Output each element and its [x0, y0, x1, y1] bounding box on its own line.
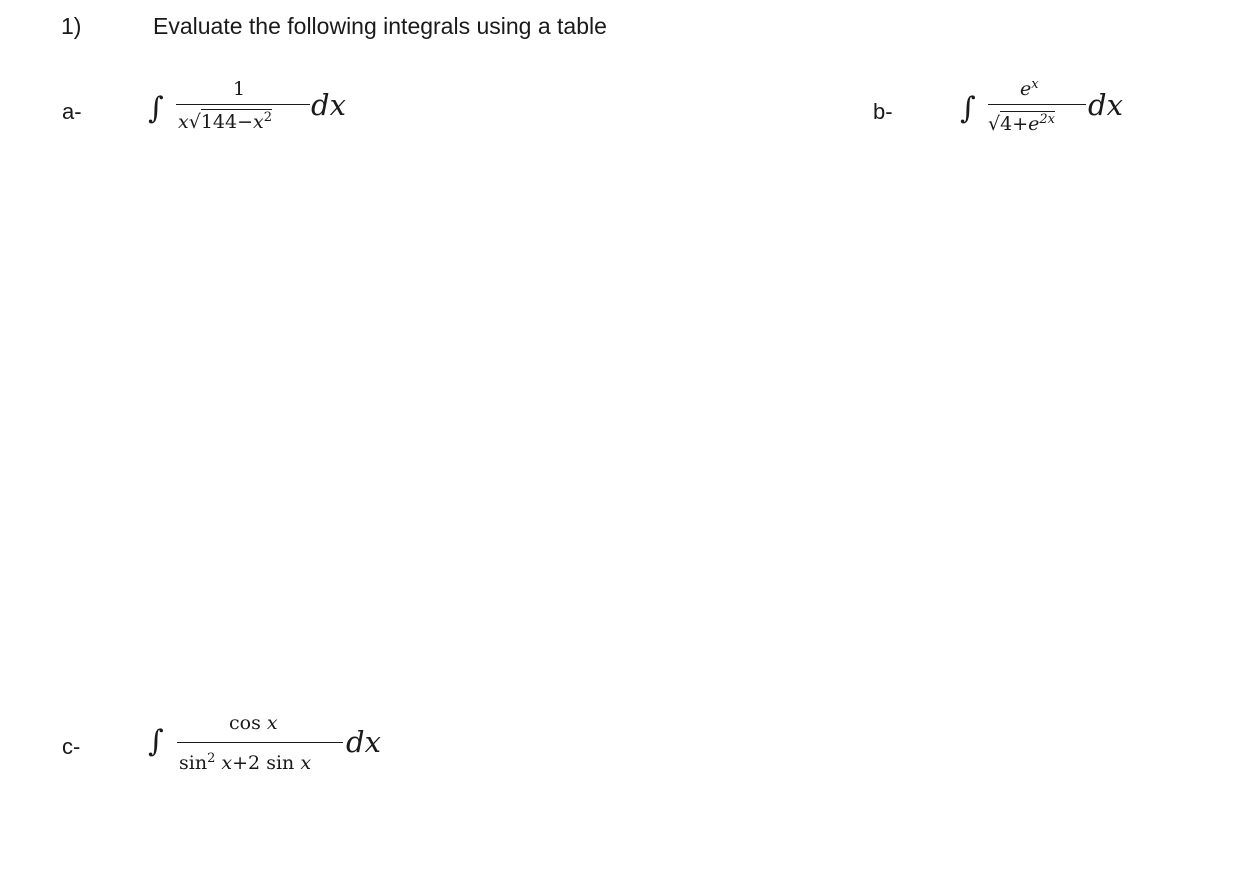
fraction-bar — [177, 742, 343, 743]
fraction-bar — [176, 104, 310, 105]
numerator: 1 — [233, 78, 246, 100]
integral-sign: ∫ — [960, 91, 976, 126]
problem-b-label: b- — [873, 99, 893, 124]
differential: dx — [1088, 88, 1123, 122]
fraction-bar — [988, 104, 1086, 105]
integral-sign: ∫ — [148, 91, 164, 126]
differential: dx — [346, 725, 381, 759]
integral-sign: ∫ — [148, 724, 164, 759]
problem-number: 1) — [61, 13, 82, 39]
problem-c-label: c- — [62, 734, 81, 759]
denominator: $\sin^2 x+2$ sin x — [179, 751, 312, 774]
differential: dx — [311, 88, 346, 122]
problem-a-label: a- — [62, 99, 82, 124]
denominator: $√4+e^{2x}$ — [988, 112, 1055, 135]
numerator: $e^x$ — [1020, 77, 1039, 100]
instruction-text: Evaluate the following integrals using a table — [153, 13, 607, 39]
denominator: $x√144-x^2$ — [178, 110, 273, 133]
numerator: cos x — [229, 712, 278, 734]
